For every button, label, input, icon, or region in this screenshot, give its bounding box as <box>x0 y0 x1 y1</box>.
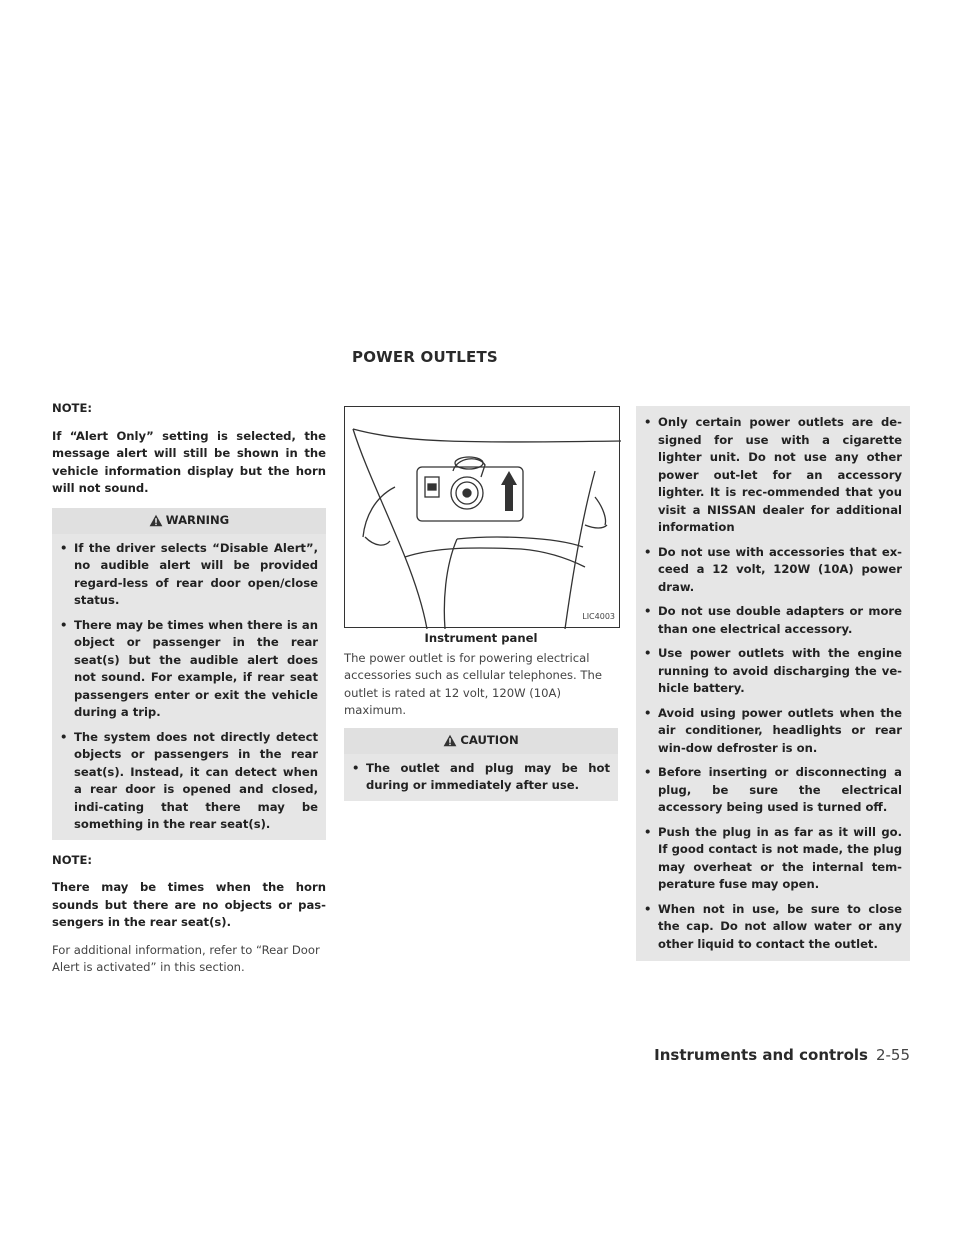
instrument-panel-figure <box>344 406 620 628</box>
list-item: • The outlet and plug may be hot during or immediately after use. <box>352 760 610 792</box>
caution-header <box>344 728 618 754</box>
note-text: If “Alert Only” setting is selected, the message alert will still be shown in the vehicle information display but the horn will not sound. <box>52 428 326 495</box>
note-text: There may be times when the horn sounds but there are no objects or pas-sengers in the rear seat(s). <box>52 880 326 929</box>
list-item: • Use power outlets with the engine running to avoid discharging the ve-hicle battery. <box>644 646 902 695</box>
list-item: • If the driver selects “Disable Alert”, no audible alert will be provided regard-less of rear door open/close status. <box>60 540 318 607</box>
list-item: • When not in use, be sure to close the cap. Do not allow water or any other liquid to contact the outlet. <box>644 901 902 951</box>
list-item: • Avoid using power outlets when the air conditioner, headlights or rear win-dow defroster is on. <box>644 705 902 755</box>
column-right <box>636 406 910 961</box>
figure-code: LIC4003 <box>582 611 615 621</box>
note-label: NOTE: <box>52 852 93 867</box>
list-item: • There may be times when there is an object or passenger in the rear seat(s) but the audible alert does not sound. For example, if rear seat passengers enter or exit the vehicle during a trip. <box>60 617 318 719</box>
list-item: • Do not use with accessories that ex-ceed a 12 volt, 120W (10A) power draw. <box>644 544 902 594</box>
footer-section-name: Instruments and controls <box>654 1046 868 1064</box>
page-number: 2-55 <box>875 1046 910 1064</box>
list-item: • Do not use double adapters or more than one electrical accessory. <box>644 604 902 636</box>
caution-box-continued <box>636 406 910 961</box>
power-outlet-illustration <box>345 407 621 629</box>
warning-icon <box>149 514 163 527</box>
column-middle <box>344 406 618 801</box>
caution-title: CAUTION <box>460 732 519 747</box>
note-label: NOTE: <box>52 401 93 415</box>
additional-info-text: For additional information, refer to “Rear Door Alert is activated” in this section. <box>52 942 320 974</box>
warning-box <box>52 534 326 840</box>
figure-caption: Instrument panel <box>424 631 538 645</box>
caution-box <box>344 754 618 801</box>
list-item: • Only certain power outlets are de-signed for use with a cigarette lighter unit. Do not use any other power out-let for an accessory lighter. It is rec-ommended that you visit a NISSAN dealer for additional information <box>644 415 902 534</box>
list-item: • Before inserting or disconnecting a plug, be sure the electrical accessory being used is turned off. <box>644 765 902 814</box>
page-footer <box>654 1046 910 1064</box>
warning-title: WARNING <box>165 512 230 527</box>
body-text: The power outlet is for powering electrical accessories such as cellular telephones. The outlet is rated at 12 volt, 120W (10A) maximum. <box>344 650 602 717</box>
warning-header <box>52 508 326 534</box>
caution-icon <box>443 734 457 747</box>
list-item: • The system does not directly detect objects or passengers in the rear seat(s). Instead, it can detect when a rear door is opened and closed, indi-cating that there may be something in the rear seat(s). <box>60 729 318 831</box>
list-item: • Push the plug in as far as it will go. If good contact is not made, the plug may overheat or the internal tem-perature fuse may open. <box>644 824 902 891</box>
column-left <box>52 400 326 987</box>
section-title: POWER OUTLETS <box>352 348 498 366</box>
